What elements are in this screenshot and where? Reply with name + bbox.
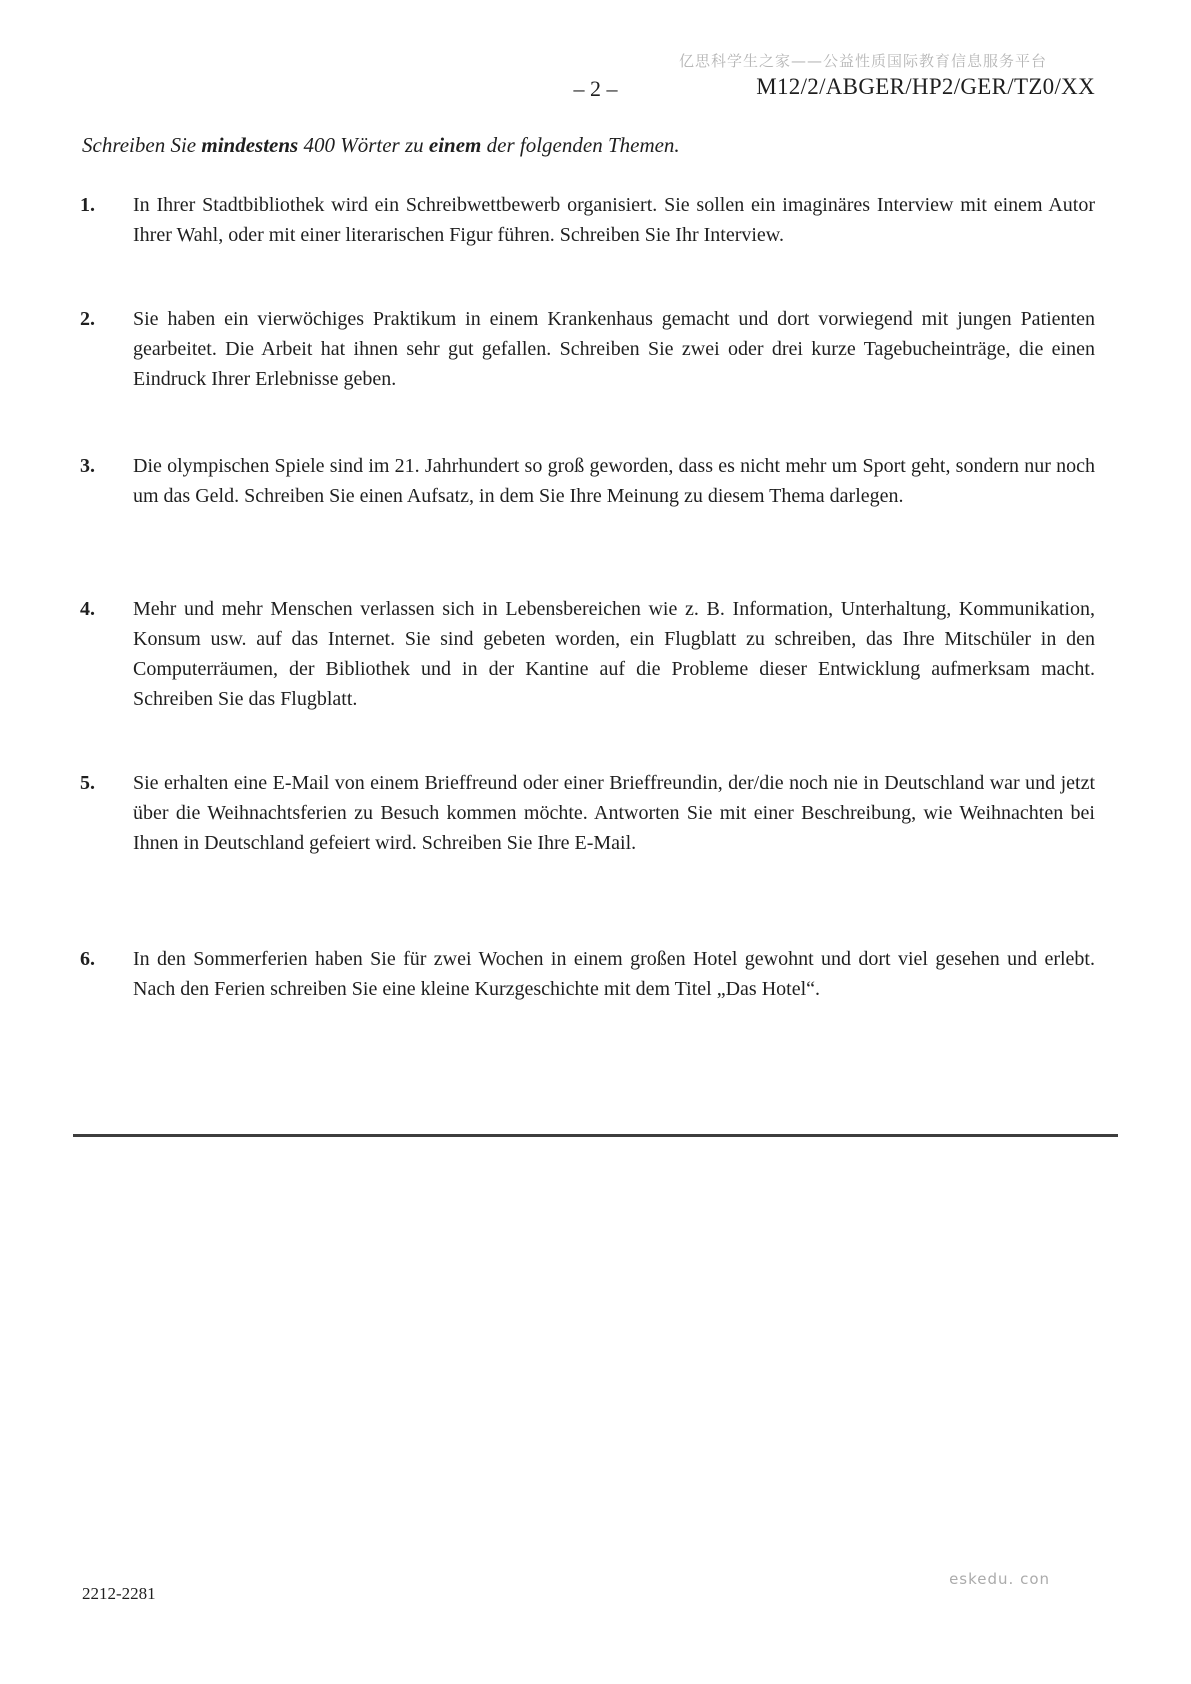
task-item-1 bbox=[80, 190, 1095, 250]
task-number: 6. bbox=[80, 948, 95, 970]
task-text: Mehr und mehr Menschen verlassen sich in Lebensbereichen wie z. B. Information, Unterhaltung, Kommunikation, Konsum usw. auf das Internet. Sie sind gebeten worden, ein Flugblatt zu schreiben, das Ihre Mitschüler in den Computerräumen, der Bibliothek und in der Kantine auf die Probleme dieser Entwicklung aufmerksam macht. Schreiben Sie das Flugblatt. bbox=[133, 598, 1095, 710]
task-number: 4. bbox=[80, 598, 95, 620]
footer-watermark: eskedu. con bbox=[949, 1570, 1050, 1588]
instruction-part2: 400 Wörter zu bbox=[298, 133, 429, 157]
header-watermark: 亿思科学生之家——公益性质国际教育信息服务平台 bbox=[678, 52, 1047, 70]
task-number: 3. bbox=[80, 455, 95, 477]
task-item-2 bbox=[80, 304, 1095, 394]
instruction-part3: der folgenden Themen. bbox=[481, 133, 680, 157]
document-code: 2212-2281 bbox=[82, 1584, 156, 1603]
task-text: Sie haben ein vierwöchiges Praktikum in einem Krankenhaus gemacht und dort vorwiegend mit jungen Patienten gearbeitet. Die Arbeit hat ihnen sehr gut gefallen. Schreiben Sie zwei oder drei kurze Tagebucheinträge, die einen Eindruck Ihrer Erlebnisse geben. bbox=[133, 308, 1095, 390]
page-number: – 2 – bbox=[573, 76, 618, 101]
instruction-bold-einem: einem bbox=[428, 133, 482, 157]
exam-code: M12/2/ABGER/HP2/GER/TZ0/XX bbox=[756, 74, 1095, 99]
instruction-bold-mindestens: mindestens bbox=[201, 133, 299, 157]
section-divider bbox=[73, 1134, 1118, 1137]
task-item-4 bbox=[80, 594, 1095, 714]
instruction-line bbox=[82, 133, 1095, 158]
task-text: Sie erhalten eine E-Mail von einem Brieffreund oder einer Brieffreundin, der/die noch nie in Deutschland war und jetzt über die Weihnachtsferien zu Besuch kommen möchte. Antworten Sie mit einer Beschreibung, wie Weihnachten bei Ihnen in Deutschland gefeiert wird. Schreiben Sie Ihre E-Mail. bbox=[133, 772, 1095, 854]
task-number: 1. bbox=[80, 194, 95, 216]
task-number: 5. bbox=[80, 772, 95, 794]
task-item-3 bbox=[80, 451, 1095, 511]
task-text: In den Sommerferien haben Sie für zwei Wochen in einem großen Hotel gewohnt und dort viel gesehen und erlebt. Nach den Ferien schreiben Sie eine kleine Kurzgeschichte mit dem Titel „Das Hotel“. bbox=[133, 948, 1095, 1000]
task-text: Die olympischen Spiele sind im 21. Jahrhundert so groß geworden, dass es nicht mehr um Sport geht, sondern nur noch um das Geld. Schreiben Sie einen Aufsatz, in dem Sie Ihre Meinung zu diesem Thema darlegen. bbox=[133, 455, 1095, 507]
task-text: In Ihrer Stadtbibliothek wird ein Schreibwettbewerb organisiert. Sie sollen ein imaginäres Interview mit einem Autor Ihrer Wahl, oder mit einer literarischen Figur führen. Schreiben Sie Ihr Interview. bbox=[133, 194, 1095, 246]
instruction-part1: Schreiben Sie bbox=[82, 133, 202, 157]
task-number: 2. bbox=[80, 308, 95, 330]
task-item-5 bbox=[80, 768, 1095, 858]
task-item-6 bbox=[80, 944, 1095, 1004]
